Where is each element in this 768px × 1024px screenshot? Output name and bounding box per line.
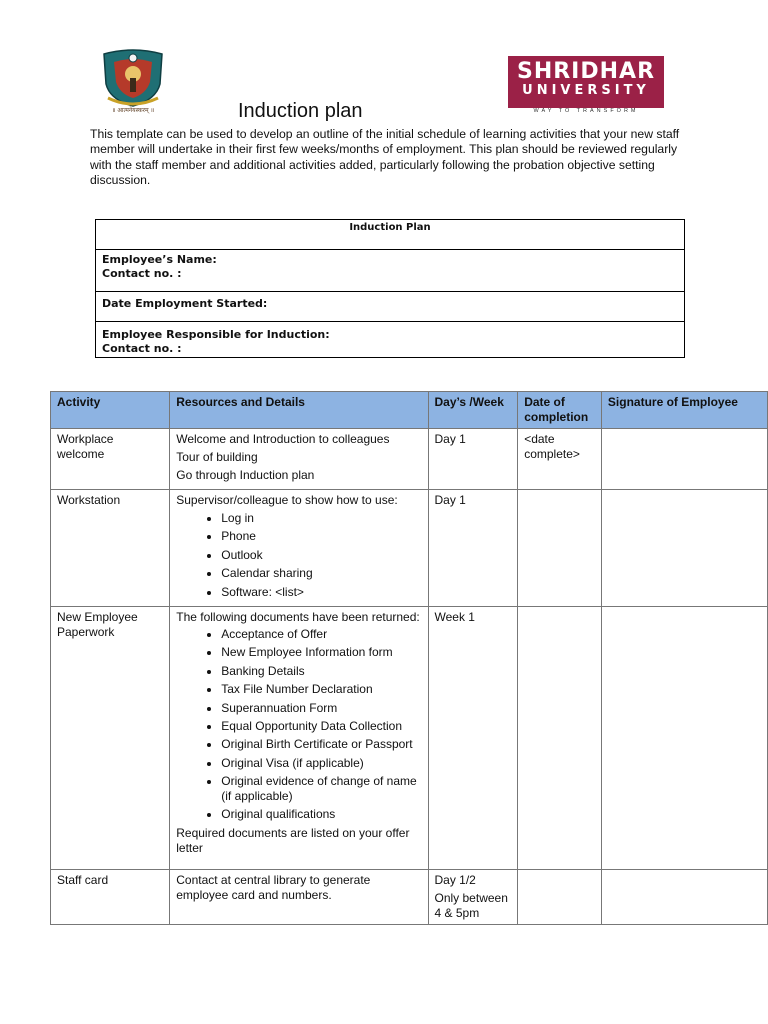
table-row	[51, 606, 768, 869]
details-cell	[170, 429, 428, 490]
days-cell	[428, 869, 518, 924]
detail-intro: The following documents have been returned:	[176, 609, 420, 624]
table-header-row	[51, 392, 768, 429]
list-item: • Acceptance of Offer	[221, 627, 421, 642]
days-line: Day 1	[434, 493, 466, 507]
list-item: • Software: <list>	[221, 585, 421, 600]
detail-intro: Supervisor/colleague to show how to use:	[176, 493, 398, 507]
list-item: • Original Birth Certificate or Passport	[221, 737, 421, 752]
list-item: • Equal Opportunity Data Collection	[221, 719, 421, 734]
detail-line: Go through Induction plan	[176, 468, 315, 482]
signature-cell	[601, 429, 767, 490]
activity-cell: New Employee Paperwork	[51, 606, 170, 869]
list-item: • Log in	[221, 511, 421, 526]
detail-note: Required documents are listed on your offer letter	[176, 825, 410, 855]
list-item: • Calendar sharing	[221, 566, 421, 581]
days-line: Day 1	[434, 432, 466, 446]
brand-name: SHRIDHAR	[516, 59, 656, 84]
header-date: Date of completion	[518, 392, 602, 429]
header-activity: Activity	[51, 392, 170, 429]
detail-line: Welcome and Introduction to colleagues	[176, 432, 390, 446]
days-line: Day 1/2	[434, 872, 476, 887]
list-item: • New Employee Information form	[221, 645, 421, 660]
responsible-label: Employee Responsible for Induction:	[102, 328, 330, 341]
employee-info-box	[95, 219, 685, 358]
date-cell: <date complete>	[518, 429, 602, 490]
table-row	[51, 429, 768, 490]
page-title: Induction plan	[238, 100, 363, 122]
crest-motto: ॥ आत्मनेयस्करम् ॥	[111, 107, 155, 114]
responsible-row	[96, 322, 684, 357]
date-cell	[518, 606, 602, 869]
contact-label: Contact no. :	[102, 342, 182, 355]
list-item: • Superannuation Form	[221, 701, 421, 716]
brand-subtitle: UNIVERSITY	[522, 83, 650, 98]
bullet-list	[176, 511, 421, 600]
signature-cell	[601, 869, 767, 924]
activity-cell: Workplace welcome	[51, 429, 170, 490]
signature-cell	[601, 490, 767, 607]
info-box-heading: Induction Plan	[96, 220, 684, 250]
details-cell	[170, 490, 428, 607]
list-item: • Banking Details	[221, 664, 421, 679]
header-days: Day’s /Week	[428, 392, 518, 429]
date-cell	[518, 490, 602, 607]
employee-name-label: Employee’s Name:	[102, 253, 217, 266]
days-cell	[428, 429, 518, 490]
list-item: • Phone	[221, 529, 421, 544]
days-cell	[428, 490, 518, 607]
date-started-row	[96, 292, 684, 322]
days-line: Only between 4 & 5pm	[434, 890, 508, 920]
header-resources: Resources and Details	[170, 392, 428, 429]
list-item: • Tax File Number Declaration	[221, 682, 421, 697]
shridhar-university-logo	[508, 56, 664, 108]
induction-plan-table	[50, 391, 768, 925]
days-cell	[428, 606, 518, 869]
list-item: • Original evidence of change of name (if applicable)	[221, 774, 421, 804]
days-line: Week 1	[434, 609, 475, 624]
list-item: • Original Visa (if applicable)	[221, 756, 421, 771]
signature-cell	[601, 606, 767, 869]
details-cell	[170, 606, 428, 869]
bullet-list	[176, 627, 421, 823]
date-cell	[518, 869, 602, 924]
university-crest-logo	[96, 48, 170, 118]
table-row	[51, 490, 768, 607]
activity-cell: Staff card	[51, 869, 170, 924]
brand-tagline: WAY TO TRANSFORM	[533, 108, 639, 114]
table-row	[51, 869, 768, 924]
list-item: • Original qualifications	[221, 807, 421, 822]
details-cell: Contact at central library to generate employee card and numbers.	[170, 869, 428, 924]
header-signature: Signature of Employee	[601, 392, 767, 429]
detail-line: Tour of building	[176, 450, 258, 464]
employee-name-row	[96, 250, 684, 292]
contact-label: Contact no. :	[102, 267, 182, 280]
date-started-label: Date Employment Started:	[102, 297, 268, 310]
list-item: • Outlook	[221, 548, 421, 563]
intro-paragraph: This template can be used to develop an outline of the initial schedule of learning activities that your new staff member will undertake in their first few weeks/months of employment. This plan should be reviewed regularly with the staff member and additional activities added, particularly following the probation objective setting discussion.	[90, 127, 680, 188]
activity-cell: Workstation	[51, 490, 170, 607]
